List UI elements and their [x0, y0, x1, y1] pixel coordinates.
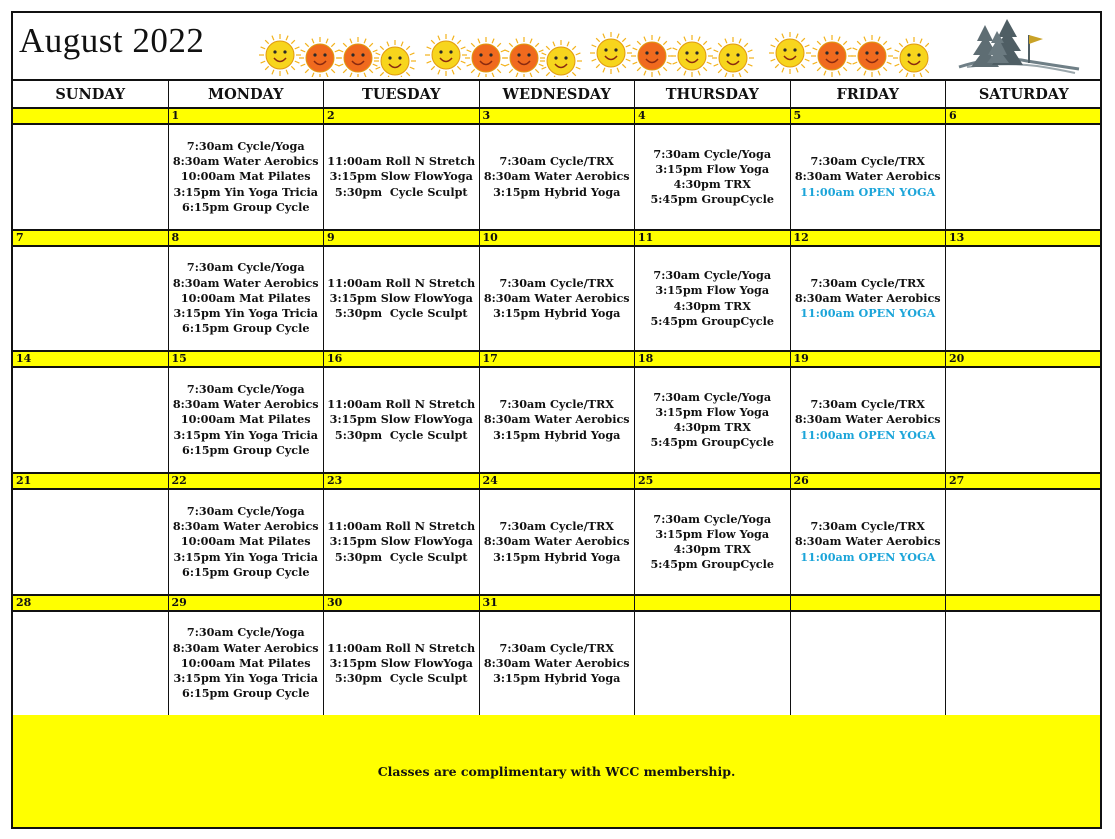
- smiling-sun-icon: [243, 17, 929, 77]
- date-number: 16: [324, 352, 480, 366]
- day-cell: [635, 612, 791, 715]
- class-schedule-row: [13, 490, 1100, 596]
- date-number: 5: [791, 109, 947, 123]
- class-entry: 8:30am Water Aerobics: [172, 519, 319, 534]
- day-cell: [480, 125, 636, 229]
- class-entry: 5:45pm GroupCycle: [650, 313, 774, 328]
- class-entry: 10:00am Mat Pilates: [180, 534, 311, 549]
- day-cell: [169, 368, 325, 472]
- weekday-friday: FRIDAY: [791, 81, 947, 107]
- class-entry: 11:00am Roll N Stretch: [327, 154, 476, 169]
- class-entry: 8:30am Water Aerobics: [794, 534, 941, 549]
- class-entry: 6:15pm Group Cycle: [182, 564, 310, 579]
- class-entry: 3:15pm Slow FlowYoga: [329, 290, 473, 305]
- date-number: [946, 596, 1102, 610]
- date-number: 15: [169, 352, 325, 366]
- smiling-sun-icon: [893, 37, 929, 77]
- class-entry: 3:15pm Slow FlowYoga: [329, 655, 473, 670]
- class-entry: 8:30am Water Aerobics: [172, 275, 319, 290]
- smiling-sun-icon: [590, 32, 632, 74]
- date-number: 14: [13, 352, 169, 366]
- date-number: 4: [635, 109, 791, 123]
- weekday-monday: MONDAY: [169, 81, 325, 107]
- class-schedule-row: [13, 368, 1100, 474]
- class-entry: 6:15pm Group Cycle: [182, 199, 310, 214]
- day-cell: [324, 125, 480, 229]
- class-entry: 8:30am Water Aerobics: [794, 290, 941, 305]
- date-number: 30: [324, 596, 480, 610]
- date-number: 1: [169, 109, 325, 123]
- class-entry: 7:30am Cycle/TRX: [499, 154, 614, 169]
- class-entry: 7:30am Cycle/TRX: [810, 154, 925, 169]
- day-cell: [324, 490, 480, 594]
- date-number: [791, 596, 947, 610]
- date-number-row: [13, 596, 1100, 612]
- smiling-sun-icon: [811, 35, 853, 77]
- class-schedule-row: [13, 612, 1100, 717]
- class-entry: 8:30am Water Aerobics: [483, 534, 630, 549]
- date-number: [13, 109, 169, 123]
- day-cell: [480, 612, 636, 715]
- day-cell: [169, 612, 325, 715]
- weekday-saturday: SATURDAY: [978, 86, 1069, 103]
- month-title: August 2022: [19, 21, 205, 60]
- date-number: 6: [949, 109, 957, 122]
- class-entry: 6:15pm Group Cycle: [182, 321, 310, 336]
- smiling-sun-icon: [671, 35, 713, 77]
- class-entry: 3:15pm Yin Yoga Tricia: [173, 549, 318, 564]
- date-number: 19: [791, 352, 947, 366]
- date-number: 21: [13, 474, 169, 488]
- day-cell: [480, 247, 636, 350]
- date-number-row: [13, 109, 1100, 125]
- calendar-frame: [11, 11, 1102, 829]
- date-number: 20: [949, 352, 965, 365]
- class-entry: 5:30pm Cycle Sculpt: [334, 671, 468, 686]
- class-entry: 3:15pm Slow FlowYoga: [329, 412, 473, 427]
- day-cell: [480, 490, 636, 594]
- class-entry: 8:30am Water Aerobics: [794, 169, 941, 184]
- smiling-sun-icon: [299, 37, 341, 77]
- date-number: 3: [480, 109, 636, 123]
- day-cell: [635, 368, 791, 472]
- membership-note: Classes are complimentary with WCC membership.: [377, 763, 736, 779]
- class-entry: 5:45pm GroupCycle: [650, 435, 774, 450]
- class-entry: 10:00am Mat Pilates: [180, 655, 311, 670]
- class-entry: 7:30am Cycle/Yoga: [186, 381, 305, 396]
- class-entry: 3:15pm Hybrid Yoga: [493, 427, 621, 442]
- day-cell: [791, 125, 947, 229]
- pine-trees-flag-logo: [957, 17, 1082, 75]
- class-entry: 8:30am Water Aerobics: [172, 154, 319, 169]
- class-schedule-row: [13, 125, 1100, 231]
- class-entry: 8:30am Water Aerobics: [483, 412, 630, 427]
- date-number: 9: [324, 231, 480, 245]
- day-cell: [13, 612, 169, 715]
- day-cell: [324, 247, 480, 350]
- class-entry: 7:30am Cycle/TRX: [499, 640, 614, 655]
- class-entry: 8:30am Water Aerobics: [483, 169, 630, 184]
- date-number-row: [13, 231, 1100, 247]
- date-number-row: [13, 474, 1100, 490]
- class-entry: 8:30am Water Aerobics: [483, 655, 630, 670]
- date-number: 10: [480, 231, 636, 245]
- class-entry: 3:15pm Yin Yoga Tricia: [173, 671, 318, 686]
- class-entry: 8:30am Water Aerobics: [483, 290, 630, 305]
- open-yoga-class: 11:00am OPEN YOGA: [800, 549, 936, 564]
- class-entry: 6:15pm Group Cycle: [182, 686, 310, 701]
- class-entry: 7:30am Cycle/Yoga: [653, 146, 772, 161]
- class-entry: 8:30am Water Aerobics: [172, 397, 319, 412]
- day-cell: [13, 368, 169, 472]
- smiling-sun-icon: [503, 37, 545, 77]
- day-cell: [635, 490, 791, 594]
- class-entry: 3:15pm Slow FlowYoga: [329, 169, 473, 184]
- day-cell: [13, 490, 169, 594]
- day-cell: [324, 368, 480, 472]
- class-entry: 3:15pm Flow Yoga: [655, 526, 770, 541]
- date-number: 26: [791, 474, 947, 488]
- date-number: 8: [169, 231, 325, 245]
- class-entry: 5:30pm Cycle Sculpt: [334, 306, 468, 321]
- weekday-tuesday: TUESDAY: [324, 81, 480, 107]
- date-number: 28: [13, 596, 169, 610]
- class-entry: 3:15pm Hybrid Yoga: [493, 549, 621, 564]
- class-entry: 7:30am Cycle/Yoga: [186, 138, 305, 153]
- class-entry: 7:30am Cycle/TRX: [810, 397, 925, 412]
- day-cell: [635, 125, 791, 229]
- day-cell: [791, 368, 947, 472]
- day-cell: [946, 368, 1102, 472]
- class-entry: 7:30am Cycle/Yoga: [186, 503, 305, 518]
- class-entry: 5:45pm GroupCycle: [650, 557, 774, 572]
- class-entry: 3:15pm Flow Yoga: [655, 283, 770, 298]
- date-number: 17: [480, 352, 636, 366]
- class-schedule-row: [13, 247, 1100, 352]
- date-number: 13: [949, 231, 965, 244]
- class-entry: 3:15pm Yin Yoga Tricia: [173, 427, 318, 442]
- date-number: 23: [324, 474, 480, 488]
- smiling-sun-icon: [259, 34, 301, 76]
- class-entry: 3:15pm Yin Yoga Tricia: [173, 184, 318, 199]
- class-entry: 3:15pm Hybrid Yoga: [493, 306, 621, 321]
- date-number: 25: [635, 474, 791, 488]
- class-entry: 8:30am Water Aerobics: [172, 640, 319, 655]
- class-entry: 10:00am Mat Pilates: [180, 169, 311, 184]
- day-cell: [946, 125, 1102, 229]
- smiling-sun-icon: [769, 32, 811, 74]
- class-entry: 5:30pm Cycle Sculpt: [334, 549, 468, 564]
- class-entry: 4:30pm TRX: [673, 177, 751, 191]
- class-entry: 11:00am Roll N Stretch: [327, 275, 476, 290]
- day-cell: [13, 125, 169, 229]
- day-cell: [791, 247, 947, 350]
- class-entry: 11:00am Roll N Stretch: [327, 397, 476, 412]
- smiling-sun-icon: [337, 37, 379, 77]
- day-cell: [324, 612, 480, 715]
- day-cell: [169, 490, 325, 594]
- class-entry: 7:30am Cycle/TRX: [810, 519, 925, 534]
- date-number: 29: [169, 596, 325, 610]
- weekday-header-row: [13, 81, 1100, 109]
- day-cell: [480, 368, 636, 472]
- class-entry: 3:15pm Hybrid Yoga: [493, 671, 621, 686]
- class-entry: 3:15pm Slow FlowYoga: [329, 534, 473, 549]
- class-entry: 5:45pm GroupCycle: [650, 192, 774, 207]
- class-entry: 5:30pm Cycle Sculpt: [334, 184, 468, 199]
- class-entry: 7:30am Cycle/TRX: [499, 275, 614, 290]
- smiling-sun-icon: [712, 37, 754, 77]
- footer-banner: [13, 715, 1100, 827]
- date-number: 7: [13, 231, 169, 245]
- class-entry: 11:00am Roll N Stretch: [327, 519, 476, 534]
- day-cell: [946, 612, 1102, 715]
- date-number: 11: [635, 231, 791, 245]
- date-number: [635, 596, 791, 610]
- smiling-sun-icon: [540, 40, 582, 77]
- day-cell: [169, 247, 325, 350]
- day-cell: [946, 490, 1102, 594]
- date-number: 18: [635, 352, 791, 366]
- class-entry: 7:30am Cycle/TRX: [810, 275, 925, 290]
- calendar-header: [13, 13, 1100, 81]
- class-entry: 3:15pm Hybrid Yoga: [493, 184, 621, 199]
- day-cell: [169, 125, 325, 229]
- smiling-sun-icon: [374, 40, 416, 77]
- day-cell: [791, 490, 947, 594]
- class-entry: 7:30am Cycle/Yoga: [653, 389, 772, 404]
- class-entry: 7:30am Cycle/TRX: [499, 519, 614, 534]
- class-entry: 4:30pm TRX: [673, 298, 751, 313]
- open-yoga-class: 11:00am OPEN YOGA: [800, 184, 936, 199]
- class-entry: 4:30pm TRX: [673, 420, 751, 434]
- class-entry: 6:15pm Group Cycle: [182, 442, 310, 457]
- class-entry: 11:00am Roll N Stretch: [327, 640, 476, 655]
- smiling-sun-icon: [631, 35, 673, 77]
- smiling-sun-icon: [851, 35, 893, 77]
- day-cell: [13, 247, 169, 350]
- class-entry: 4:30pm TRX: [673, 542, 751, 556]
- day-cell: [635, 247, 791, 350]
- class-entry: 7:30am Cycle/Yoga: [653, 511, 772, 526]
- class-entry: 3:15pm Flow Yoga: [655, 161, 770, 176]
- class-entry: 10:00am Mat Pilates: [180, 412, 311, 427]
- class-entry: 7:30am Cycle/Yoga: [186, 625, 305, 640]
- class-entry: 7:30am Cycle/Yoga: [186, 260, 305, 275]
- weekday-sunday: SUNDAY: [13, 81, 169, 107]
- class-entry: 7:30am Cycle/TRX: [499, 397, 614, 412]
- open-yoga-class: 11:00am OPEN YOGA: [800, 427, 936, 442]
- date-number: 24: [480, 474, 636, 488]
- smiling-sun-icon: [465, 37, 507, 77]
- date-number: 31: [480, 596, 636, 610]
- class-entry: 8:30am Water Aerobics: [794, 412, 941, 427]
- class-entry: 3:15pm Yin Yoga Tricia: [173, 306, 318, 321]
- date-number: 22: [169, 474, 325, 488]
- class-entry: 3:15pm Flow Yoga: [655, 404, 770, 419]
- date-number: 12: [791, 231, 947, 245]
- weekday-wednesday: WEDNESDAY: [480, 81, 636, 107]
- smiling-sun-icon: [425, 34, 467, 76]
- weekday-thursday: THURSDAY: [635, 81, 791, 107]
- date-number: 2: [324, 109, 480, 123]
- date-number: 27: [949, 474, 965, 487]
- open-yoga-class: 11:00am OPEN YOGA: [800, 306, 936, 321]
- day-cell: [791, 612, 947, 715]
- date-number-row: [13, 352, 1100, 368]
- day-cell: [946, 247, 1102, 350]
- class-entry: 7:30am Cycle/Yoga: [653, 268, 772, 283]
- class-entry: 5:30pm Cycle Sculpt: [334, 427, 468, 442]
- class-entry: 10:00am Mat Pilates: [180, 290, 311, 305]
